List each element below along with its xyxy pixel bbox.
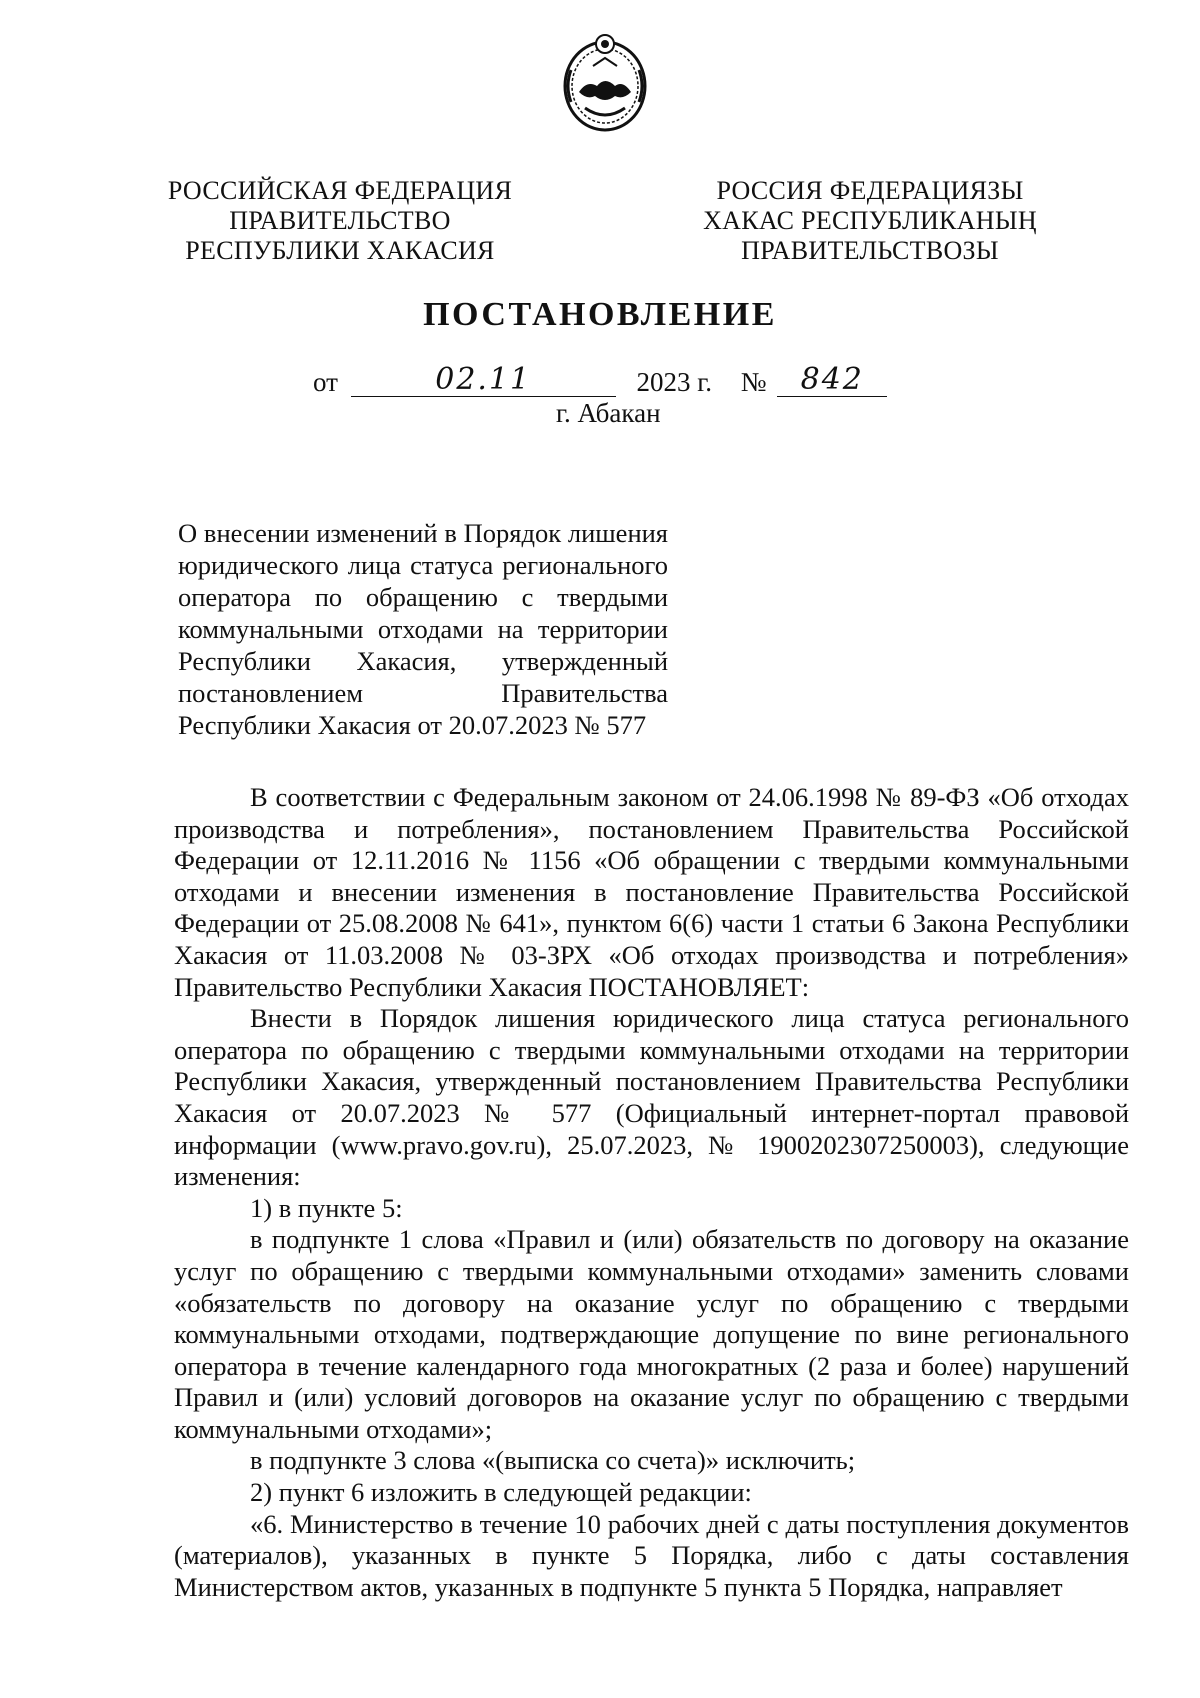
city-label: г. Абакан	[556, 398, 661, 428]
body-paragraph: Внести в Порядок лишения юридического лица статуса регионального оператора по обращению с твердыми коммунальными отходами на территории Республики Хакасия, утвержденный постановлением Правительства Республики Хакасия от 20.07.2023 № 577 (Официальный интернет-портал правовой информации (www.pravo.gov.ru), 25.07.2023, № 1900202307250003), следующие изменения:	[174, 1003, 1129, 1192]
subject-line: юридического лица статуса регионального	[178, 550, 668, 580]
document-title: ПОСТАНОВЛЕНИЕ	[423, 296, 777, 333]
body-paragraph: в подпункте 3 слова «(выписка со счета)» исключить;	[250, 1445, 856, 1476]
body-paragraph: «6. Министерство в течение 10 рабочих дней с даты поступления документов (материалов), указанных в пункте 5 Порядка, либо с даты составления Министерством актов, указанных в подпункте 5 пункта 5 Порядка, направляет	[174, 1508, 1129, 1602]
header-right-line: ПРАВИТЕЛЬСТВОЗЫ	[741, 236, 999, 265]
document-body	[174, 782, 1129, 1603]
header-left-line: РЕСПУБЛИКИ ХАКАСИЯ	[185, 236, 495, 265]
subject-line: коммунальными отходами на территории	[178, 614, 668, 644]
header-right-block	[690, 176, 1050, 266]
subject-line: Республики Хакасия, утвержденный	[178, 646, 668, 676]
body-paragraph: В соответствии с Федеральным законом от 24.06.1998 № 89-ФЗ «Об отходах производства и потребления», постановлением Правительства Российской Федерации от 12.11.2016 № 1156 «Об обращении с твердыми коммунальными отходами и внесении изменения в постановление Правительства Российской Федерации от 25.08.2008 № 641», пунктом 6(6) части 1 статьи 6 Закона Республики Хакасия от 11.03.2008 № 03-ЗРХ «Об отходах производства и потребления» Правительство Республики Хакасия ПОСТАНОВЛЯЕТ:	[174, 782, 1129, 1002]
subject-line: Республики Хакасия от 20.07.2023 № 577	[178, 710, 647, 740]
year-label: 2023 г.	[636, 367, 712, 397]
subject-line: оператора по обращению с твердыми	[178, 582, 668, 612]
coat-of-arms-emblem	[557, 30, 653, 134]
header-left-line: РОССИЙСКАЯ ФЕДЕРАЦИЯ	[167, 176, 513, 205]
header-left-line: ПРАВИТЕЛЬСТВО	[229, 206, 451, 235]
number-handwritten: 842	[777, 366, 887, 397]
header-right-line: РОССИЯ ФЕДЕРАЦИЯЗЫ	[716, 176, 1024, 205]
body-paragraph: 2) пункт 6 изложить в следующей редакции:	[250, 1477, 752, 1508]
header-right-line: ХАКАС РЕСПУБЛИКАНЫҢ	[703, 206, 1037, 235]
date-prefix: от	[313, 367, 338, 397]
body-paragraph: 1) в пункте 5:	[250, 1192, 403, 1223]
subject-block	[178, 517, 668, 741]
date-handwritten: 02.11	[351, 366, 616, 397]
subject-line: постановлением Правительства	[178, 678, 668, 708]
date-number-line	[313, 362, 887, 397]
body-paragraph: в подпункте 1 слова «Правил и (или) обязательств по договору на оказание услуг по обращению с твердыми коммунальными отходами» заменить словами «обязательств по договору на оказание услуг по обращению с твердыми коммунальными отходами, подтверждающие допущение по вине регионального оператора в течение календарного года многократных (2 раза и более) нарушений Правил и (или) условий договоров на оказание услуг по обращению с твердыми коммунальными отходами»;	[174, 1224, 1129, 1444]
number-sign: №	[740, 367, 767, 397]
header-left-block	[160, 176, 520, 266]
subject-line: О внесении изменений в Порядок лишения	[178, 518, 668, 548]
